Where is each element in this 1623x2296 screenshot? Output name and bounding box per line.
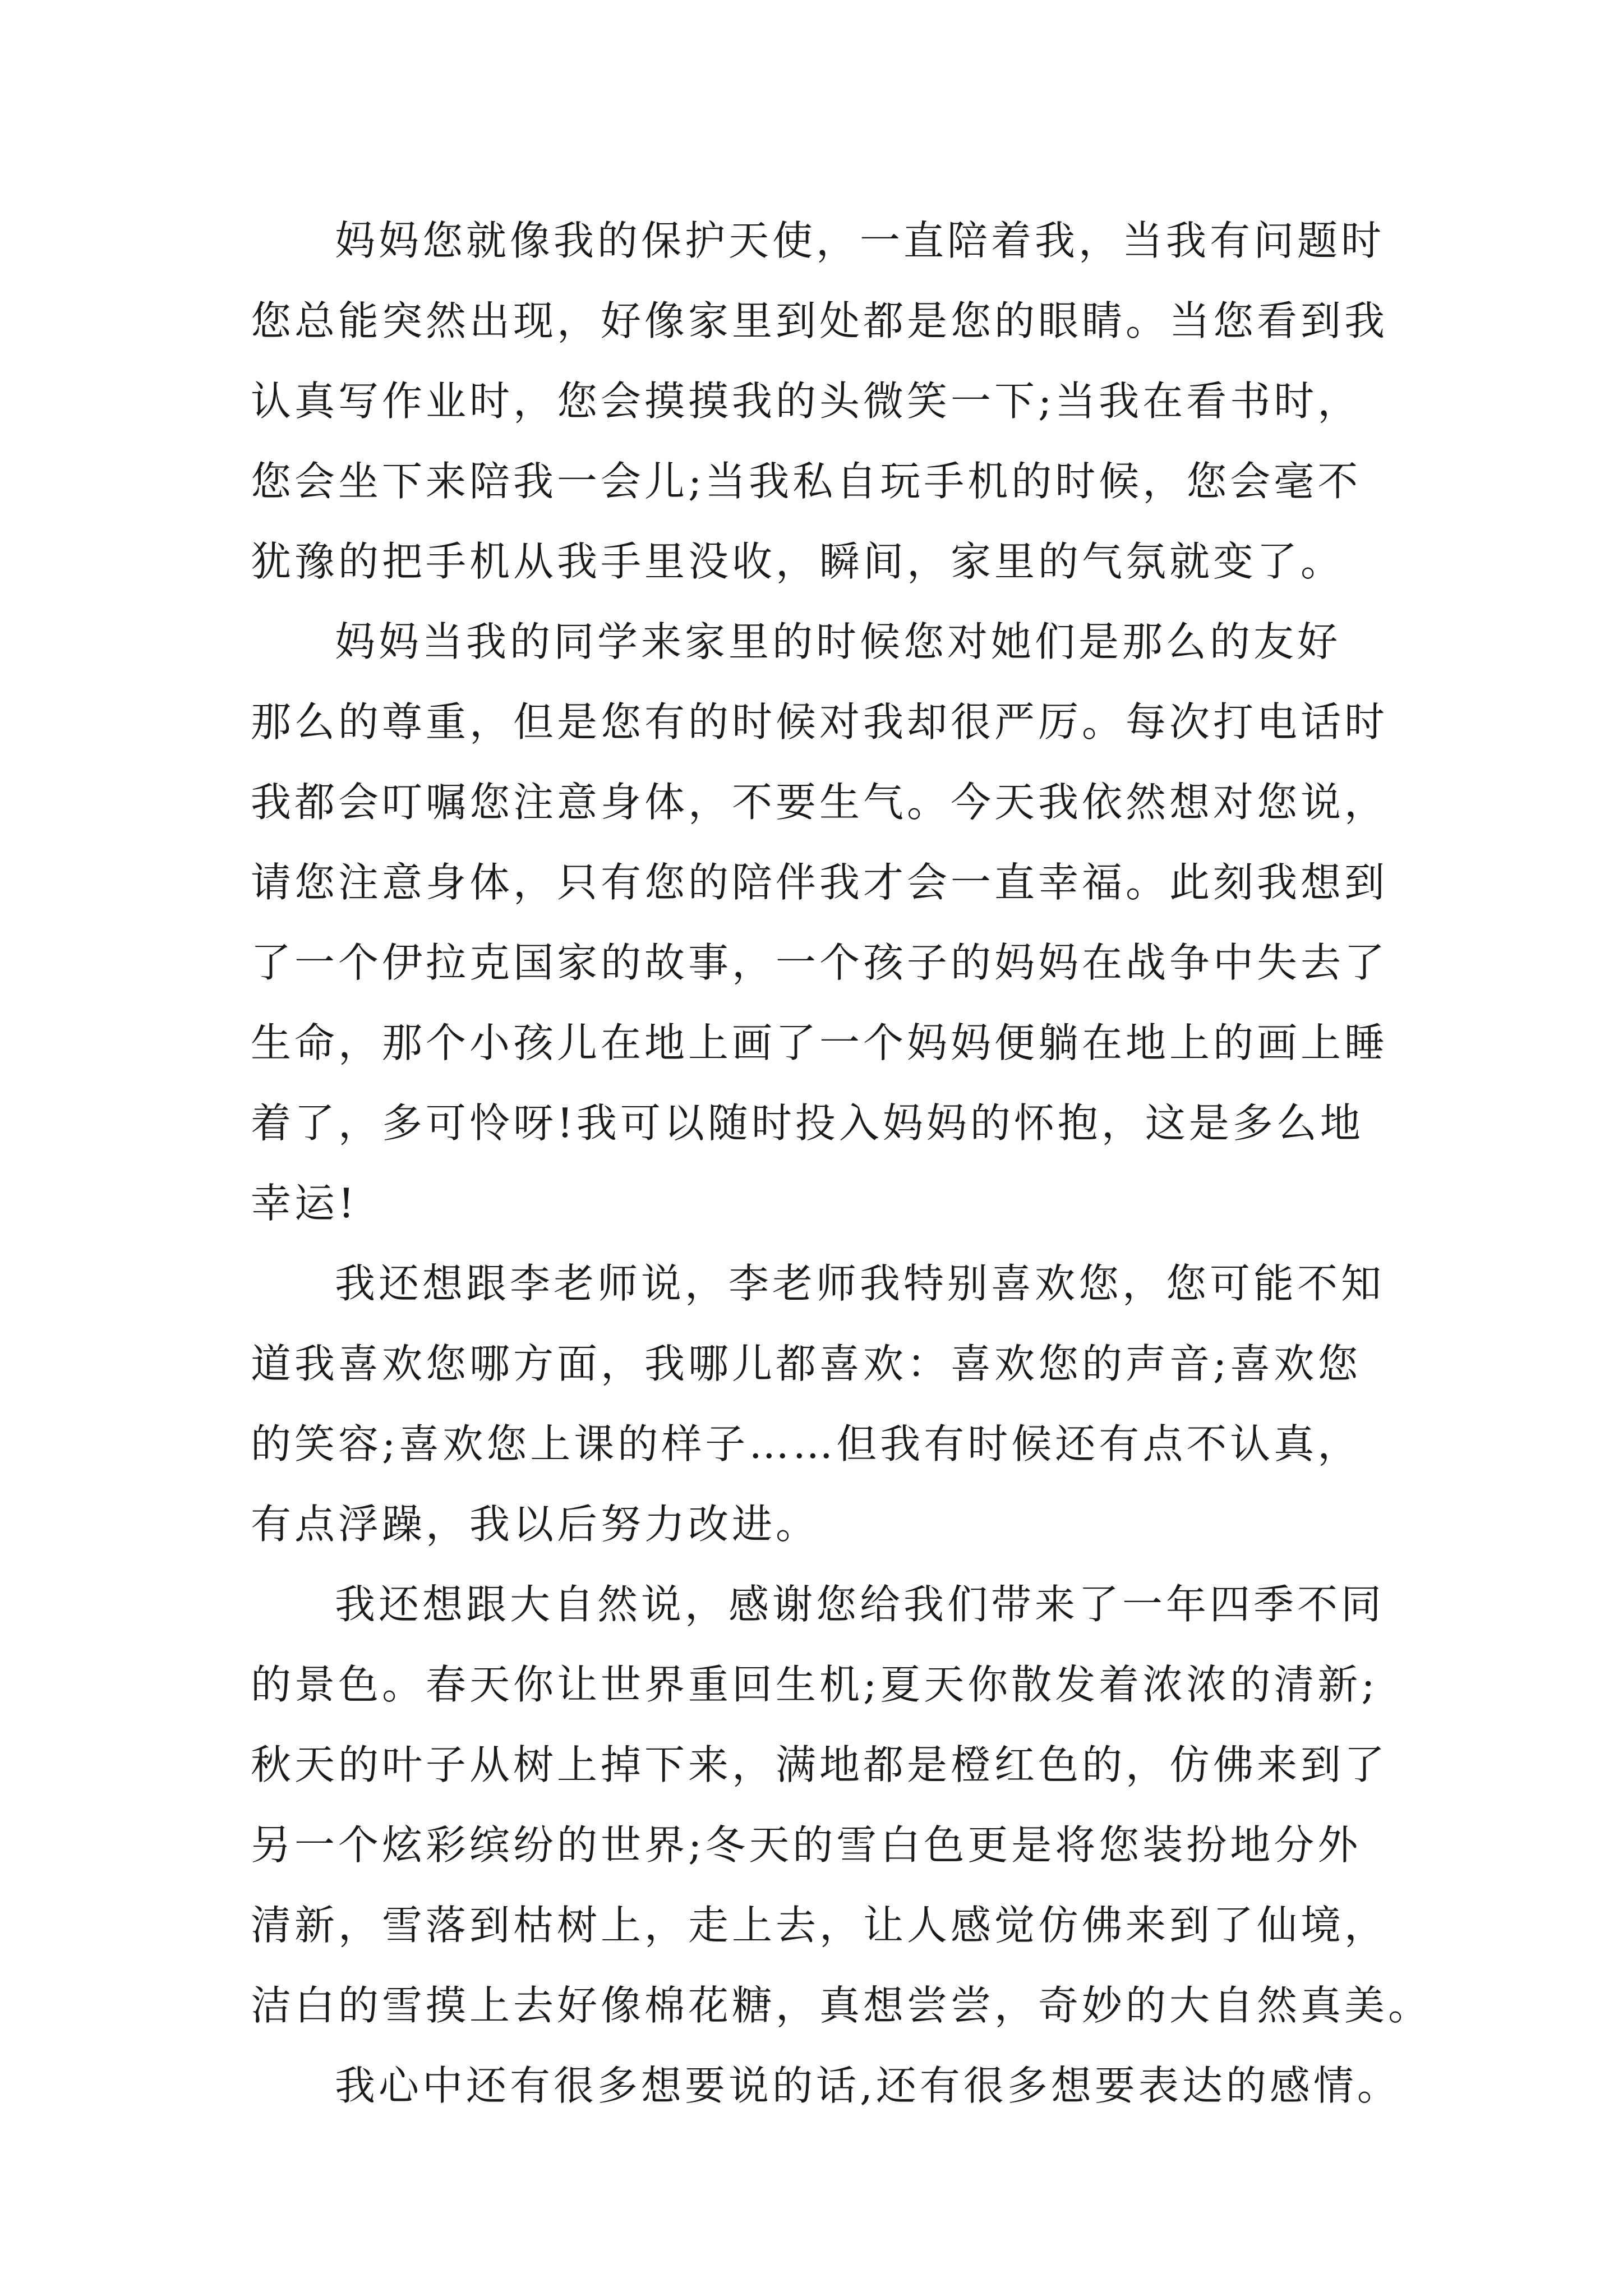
text-line: 的笑容;喜欢您上课的样子……但我有时候还有点不认真，	[251, 1420, 1362, 1467]
text-line: 幸运!	[251, 1180, 358, 1227]
text-line: 妈妈当我的同学来家里的时候您对她们是那么的友好	[335, 618, 1341, 665]
text-line: 我都会叮嘱您注意身体，不要生气。今天我依然想对您说，	[251, 779, 1389, 826]
text-line: 了一个伊拉克国家的故事，一个孩子的妈妈在战争中失去了	[251, 939, 1389, 986]
text-line: 有点浮躁，我以后努力改进。	[251, 1501, 820, 1548]
text-line: 道我喜欢您哪方面，我哪儿都喜欢：喜欢您的声音;喜欢您	[251, 1340, 1362, 1387]
text-line: 您会坐下来陪我一会儿;当我私自玩手机的时候，您会毫不	[251, 458, 1362, 505]
text-line: 秋天的叶子从树上掉下来，满地都是橙红色的，仿佛来到了	[251, 1741, 1389, 1788]
text-line: 我还想跟李老师说，李老师我特别喜欢您，您可能不知	[335, 1260, 1385, 1307]
text-line: 我心中还有很多想要说的话,还有很多想要表达的感情。	[335, 2062, 1401, 2109]
text-line: 的景色。春天你让世界重回生机;夏天你散发着浓浓的清新;	[251, 1661, 1378, 1708]
text-line: 清新，雪落到枯树上，走上去，让人感觉仿佛来到了仙境，	[251, 1902, 1389, 1949]
text-line: 那么的尊重，但是您有的时候对我却很严厉。每次打电话时	[251, 698, 1389, 746]
text-line: 您总能突然出现，好像家里到处都是您的眼睛。当您看到我	[251, 297, 1389, 344]
text-line: 洁白的雪摸上去好像棉花糖，真想尝尝，奇妙的大自然真美。	[251, 1982, 1432, 2029]
text-line: 另一个炫彩缤纷的世界;冬天的雪白色更是将您装扮地分外	[251, 1821, 1362, 1869]
text-line: 认真写作业时，您会摸摸我的头微笑一下;当我在看书时，	[251, 378, 1362, 425]
text-line: 犹豫的把手机从我手里没收，瞬间，家里的气氛就变了。	[251, 538, 1345, 585]
text-line: 妈妈您就像我的保护天使，一直陪着我，当我有问题时	[335, 217, 1385, 264]
body-text	[251, 201, 1432, 2126]
text-line: 我还想跟大自然说，感谢您给我们带来了一年四季不同	[335, 1581, 1385, 1628]
text-line: 生命，那个小孩儿在地上画了一个妈妈便躺在地上的画上睡	[251, 1019, 1389, 1066]
text-line: 着了，多可怜呀!我可以随时投入妈妈的怀抱，这是多么地	[251, 1099, 1364, 1147]
text-line: 请您注意身体，只有您的陪伴我才会一直幸福。此刻我想到	[251, 859, 1389, 906]
